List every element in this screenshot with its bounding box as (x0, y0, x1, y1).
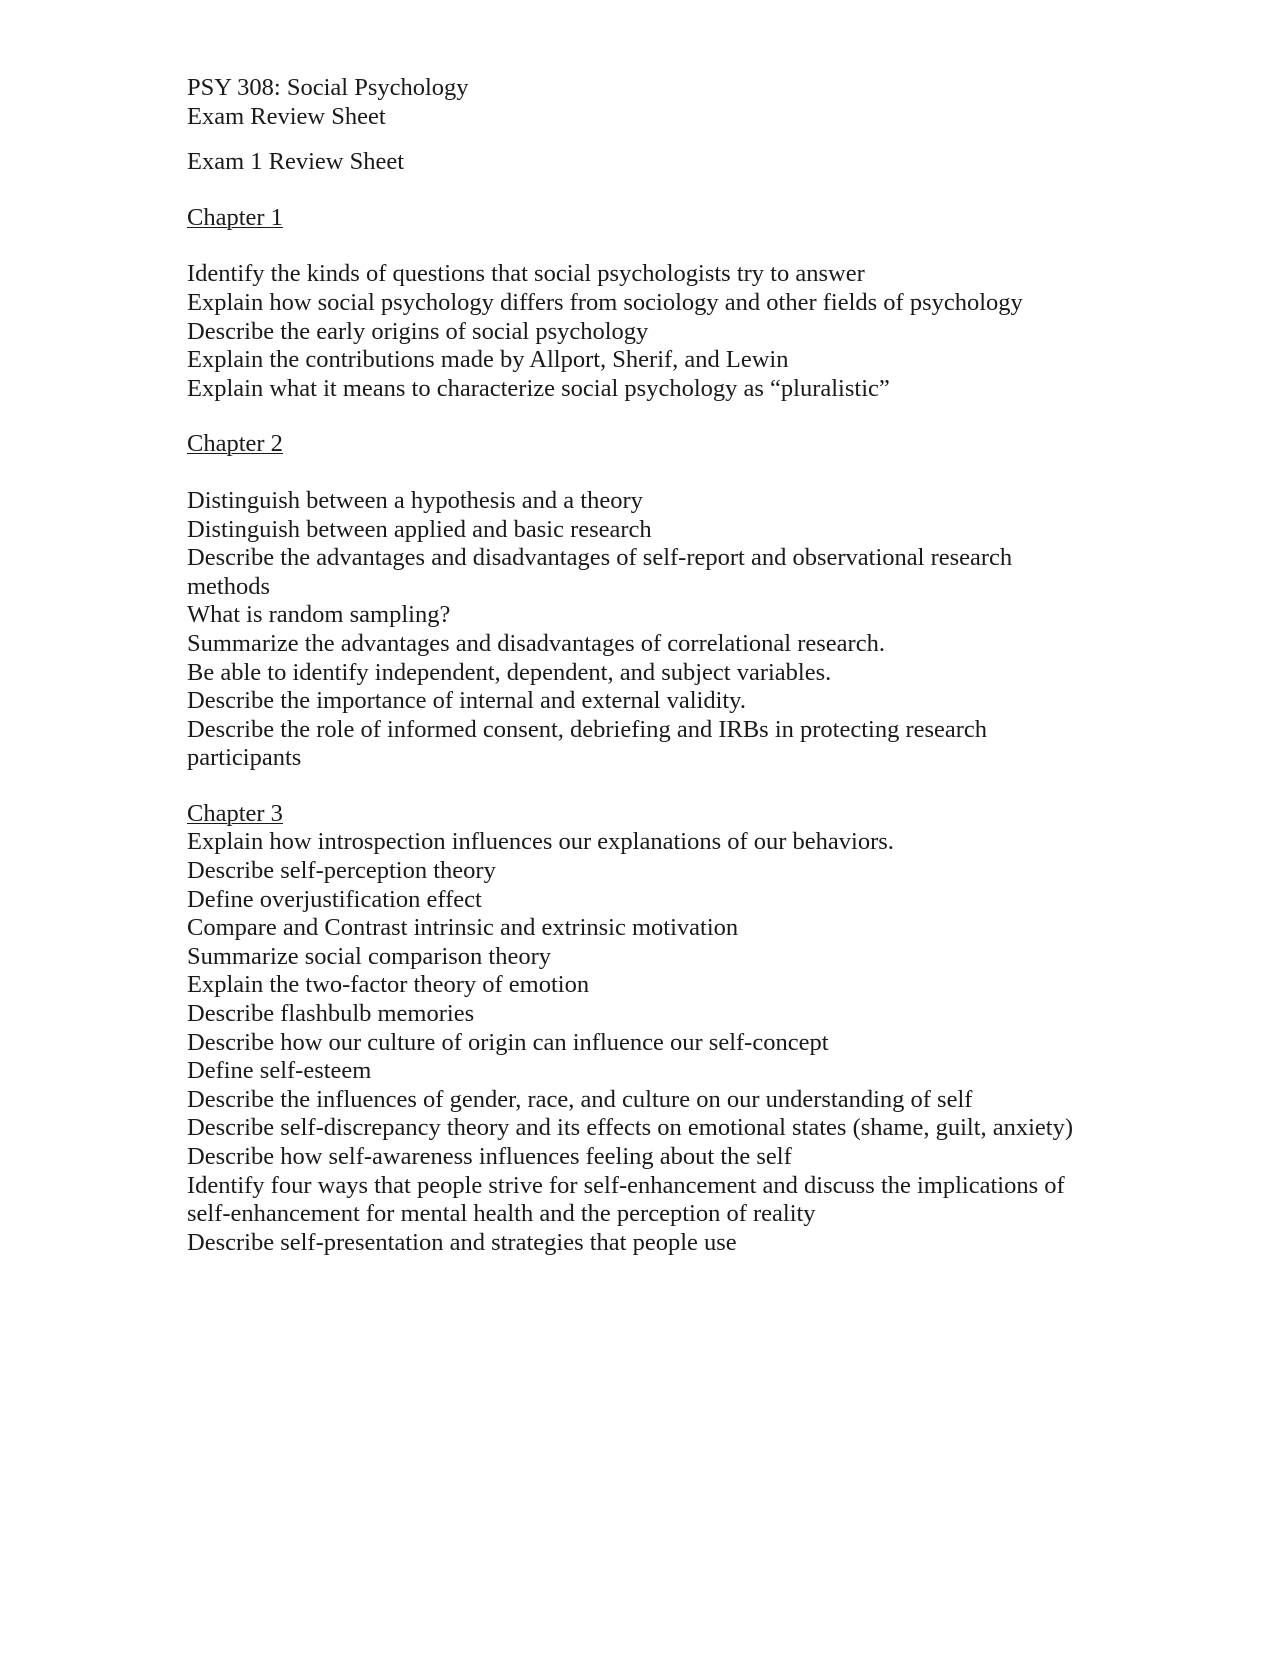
chapter-3-item: Describe flashbulb memories (187, 1000, 475, 1028)
chapter-3-item: Explain the two-factor theory of emotion (187, 971, 590, 999)
chapter-3-item: Describe how our culture of origin can influence our self-concept (187, 1028, 829, 1056)
chapter-3-item: Describe the influences of gender, race, and culture on our understanding of self (187, 1085, 973, 1113)
chapter-3-heading: Chapter 3 (187, 799, 283, 827)
chapter-1-heading: Chapter 1 (187, 203, 283, 231)
chapter-3-item: Explain how introspection influences our explanations of our behaviors. (187, 828, 894, 856)
chapter-1-item: Explain what it means to characterize social psychology as “pluralistic” (187, 374, 890, 402)
chapter-1-item: Explain the contributions made by Allport, Sherif, and Lewin (187, 346, 789, 374)
chapter-2-item: Distinguish between applied and basic research (187, 515, 652, 543)
exam-title: Exam 1 Review Sheet (187, 148, 405, 176)
chapter-2-heading: Chapter 2 (187, 430, 283, 458)
chapter-2-item: Be able to identify independent, dependent, and subject variables. (187, 658, 832, 686)
chapter-2-item: Describe the importance of internal and external validity. (187, 687, 746, 715)
chapter-2-item: Summarize the advantages and disadvantages of correlational research. (187, 629, 885, 657)
chapter-2-section (187, 430, 1087, 773)
chapter-3-item: Define self-esteem (187, 1057, 372, 1085)
chapter-2-items (187, 487, 1087, 773)
chapter-1-section (187, 204, 1087, 404)
chapter-3-item: Identify four ways that people strive for self-enhancement and discuss the implications of self-enhancement for mental health and the perception of reality (187, 1171, 1065, 1228)
chapter-2-item: Describe the role of informed consent, debriefing and IRBs in protecting research participants (187, 715, 988, 772)
chapter-3-section (187, 800, 1087, 1258)
chapter-3-item: Describe self-discrepancy theory and its effects on emotional states (shame, guilt, anxiety) (187, 1114, 1074, 1142)
chapter-3-items (187, 828, 1087, 1257)
chapter-2-item: Distinguish between a hypothesis and a theory (187, 486, 643, 514)
chapter-3-item: Summarize social comparison theory (187, 942, 551, 970)
chapter-1-items (187, 260, 1087, 403)
chapter-1-item: Describe the early origins of social psychology (187, 317, 649, 345)
document-content (187, 74, 1087, 1257)
chapter-1-item: Explain how social psychology differs from sociology and other fields of psychology (187, 288, 1023, 316)
course-title: PSY 308: Social Psychology (187, 74, 469, 101)
chapter-3-item: Describe self-perception theory (187, 857, 496, 885)
chapter-2-item: What is random sampling? (187, 601, 451, 629)
chapter-1-item: Identify the kinds of questions that social psychologists try to answer (187, 260, 865, 288)
document-subtitle: Exam Review Sheet (187, 102, 386, 130)
chapter-2-item: Describe the advantages and disadvantages of self-report and observational research methods (187, 544, 1013, 600)
chapter-3-item: Describe self-presentation and strategies that people use (187, 1228, 737, 1256)
chapter-3-item: Describe how self-awareness influences feeling about the self (187, 1143, 792, 1170)
chapter-3-item: Define overjustification effect (187, 885, 482, 913)
chapter-3-item: Compare and Contrast intrinsic and extrinsic motivation (187, 914, 739, 942)
